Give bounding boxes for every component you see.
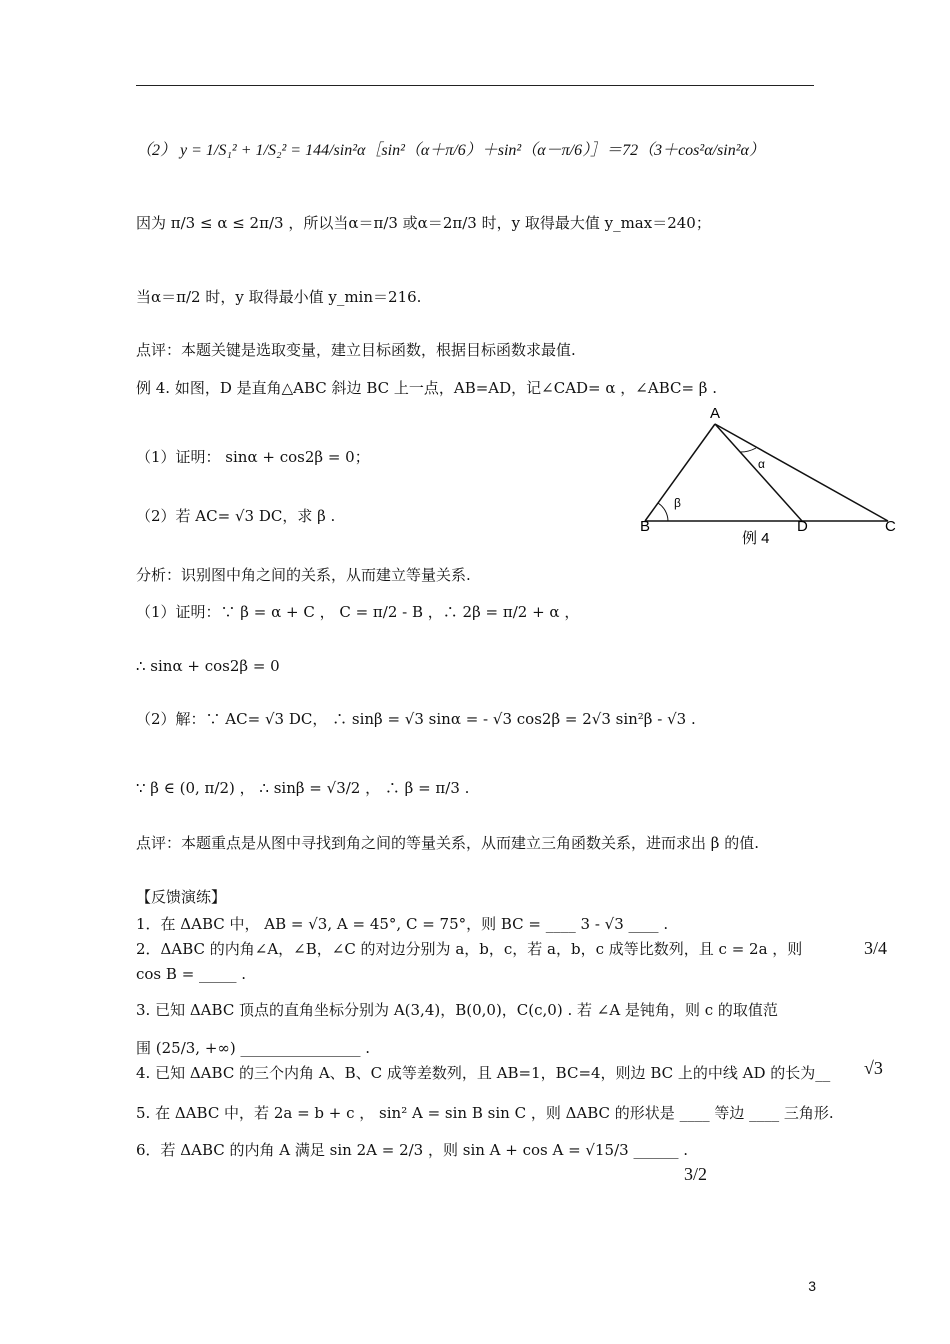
figure-caption: 例 4	[742, 530, 770, 547]
proof-part1: （1）证明：∵ β = α + C ， C = π/2 - B ，∴ 2β = π/2 + α ，	[136, 603, 580, 621]
proof-conclusion: ∴ sinα + cos2β = 0	[136, 657, 280, 675]
page-number: 3	[808, 1278, 816, 1294]
comment-line-2: 点评：本题重点是从图中寻找到角之间的等量关系，从而建立三角函数关系，进而求出 β 的值.	[136, 834, 759, 852]
answer-exercise-2: 3/4	[864, 938, 888, 958]
label-alpha: α	[758, 457, 765, 471]
exercise-1: 1．在 ΔABC 中， AB = √3, A = 45°, C = 75°，则 BC = ____ 3 - √3 ____ .	[136, 915, 669, 933]
side-ac	[715, 424, 888, 521]
exercise-3: 3. 已知 ΔABC 顶点的直角坐标分别为 A(3,4)，B(0,0)，C(c,0) . 若 ∠A 是钝角，则 c 的取值范	[136, 1001, 778, 1019]
example-4-part2: （2）若 AC= √3 DC，求 β .	[136, 507, 336, 525]
label-a: A	[710, 405, 721, 422]
answer-exercise-4: √3	[864, 1058, 883, 1078]
label-d: D	[797, 518, 808, 535]
example-4-part1: （1）证明： sinα + cos2β = 0；	[136, 448, 370, 466]
feedback-heading: 【反馈演练】	[136, 888, 227, 906]
triangle-figure	[630, 400, 920, 560]
answer-exercise-6: 3/2	[684, 1164, 708, 1184]
analysis-line: 分析：识别图中角之间的关系，从而建立等量关系.	[136, 566, 471, 584]
exercise-5: 5. 在 ΔABC 中，若 2a = b + c ， sin² A = sin B sin C ，则 ΔABC 的形状是 ____ 等边 ____ 三角形.	[136, 1104, 834, 1122]
label-c: C	[885, 518, 896, 535]
comment-line-1: 点评：本题关键是选取变量，建立目标函数，根据目标函数求最值.	[136, 341, 576, 359]
alpha-arc	[740, 448, 756, 452]
example-4-statement: 例 4. 如图，D 是直角△ABC 斜边 BC 上一点，AB=AD，记∠CAD= α ，∠ABC= β .	[136, 379, 718, 397]
exercise-2-cont: cos B = _____ .	[136, 965, 247, 983]
solution-part2-formula: （2） y = 1/S₁² + 1/S₂² = 144/sin²α［sin²（α＋π/6）＋sin²（α－π/6）］＝72（3＋cos²α/sin²α）	[136, 142, 765, 159]
solution-part2: （2）解：∵ AC= √3 DC， ∴ sinβ = √3 sinα = - √3 cos2β = 2√3 sin²β - √3 .	[136, 710, 696, 728]
min-value-line: 当α＝π/2 时，y 取得最小值 y_min＝216.	[136, 288, 422, 306]
segment-ad	[715, 424, 802, 521]
exercise-6: 6．若 ΔABC 的内角 A 满足 sin 2A = 2/3 ，则 sin A + cos A = √15/3 ______ .	[136, 1141, 688, 1159]
label-b: B	[640, 518, 651, 535]
solution-beta: ∵ β ∈ (0, π/2) ， ∴ sinβ = √3/2 ， ∴ β = π/3 .	[136, 779, 470, 797]
exercise-3-cont: 围 (25/3, +∞) ________________ .	[136, 1039, 371, 1057]
exercise-2: 2．ΔABC 的内角∠A，∠B，∠C 的对边分别为 a，b，c，若 a，b，c 成等比数列，且 c = 2a ，则	[136, 940, 803, 958]
header-rule	[136, 85, 814, 86]
beta-arc	[658, 503, 668, 521]
exercise-4: 4. 已知 ΔABC 的三个内角 A、B、C 成等差数列，且 AB=1，BC=4，则边 BC 上的中线 AD 的长为__	[136, 1064, 831, 1082]
label-beta: β	[674, 496, 681, 510]
max-value-line: 因为 π/3 ≤ α ≤ 2π/3 ，所以当α＝π/3 或α＝2π/3 时，y 取得最大值 y_max＝240；	[136, 214, 711, 232]
